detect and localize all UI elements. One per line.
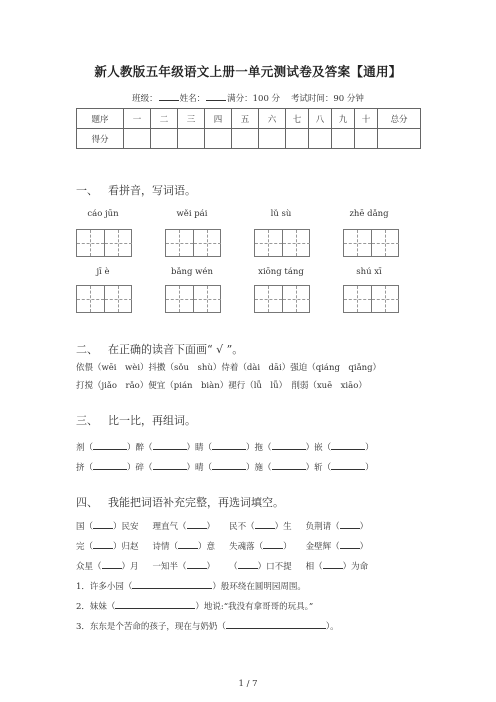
score-label: 得分 [77, 129, 124, 149]
col-9: 九 [332, 109, 355, 129]
answer-blank[interactable] [331, 441, 365, 450]
pronunciation-line-1[interactable]: 依偎（wēi wèi）抖擞（sǒu shù）侍着（dài dāi）强迫（qiáng qiǎng） [76, 363, 382, 373]
score-cell[interactable] [286, 129, 309, 149]
idiom-text: ）口不提 [257, 562, 292, 572]
score-cell[interactable] [205, 129, 232, 149]
score-cell[interactable] [232, 129, 259, 149]
section1-number: 一、 [76, 184, 98, 197]
class-blank[interactable] [159, 93, 179, 101]
compare-text: ）拖（ [246, 443, 272, 453]
idiom-text: ）月 [121, 562, 139, 572]
idiom-text: ） [206, 562, 216, 572]
idiom-blank[interactable] [340, 540, 360, 549]
idiom-blank[interactable] [238, 560, 258, 569]
idiom-text: 一知半（ [152, 562, 187, 572]
answer-blank[interactable] [93, 441, 127, 450]
section4-number: 四、 [76, 496, 98, 509]
answer-blank[interactable] [93, 461, 127, 470]
pinyin-2-4: shú xī [356, 267, 382, 277]
idiom-text: ）意 [198, 542, 216, 552]
page-number: 1 / 7 [238, 679, 258, 689]
col-8: 八 [309, 109, 332, 129]
idiom-text: 诗情（ [152, 542, 179, 552]
idiom-text: ）生 [274, 522, 292, 532]
section4-heading [76, 494, 284, 510]
class-label: 班级： [132, 94, 158, 104]
idiom-blank[interactable] [178, 540, 198, 549]
question-text: ）地说:“我没有拿哥哥的玩具。” [195, 602, 314, 612]
score-cell[interactable] [378, 129, 421, 149]
compare-text: ）碎（ [127, 463, 153, 473]
idiom-blank[interactable] [187, 520, 207, 529]
col-6: 六 [259, 109, 286, 129]
pinyin-1-2: wěi pái [176, 209, 208, 219]
idiom-blank[interactable] [187, 560, 207, 569]
exam-info-line [0, 92, 496, 104]
idiom-text: 理直气（ [152, 522, 187, 532]
col-4: 四 [205, 109, 232, 129]
compare-row-1 [76, 441, 374, 453]
question-text: 2．妹妹（ [76, 602, 116, 612]
idiom-text: ） [206, 522, 216, 532]
writing-grid[interactable] [76, 285, 132, 313]
total-label: 总分 [378, 109, 421, 129]
idiom-row-3 [76, 560, 368, 572]
answer-blank[interactable] [272, 461, 306, 470]
section2-title: 在正确的读音下面画“ √ ”。 [108, 343, 244, 356]
col-3: 三 [178, 109, 205, 129]
compare-text: ） [365, 443, 374, 453]
section1-heading [76, 182, 196, 198]
name-blank[interactable] [206, 93, 226, 101]
fill-question-2 [76, 600, 313, 612]
question-text: ）。 [325, 622, 339, 632]
pinyin-2-1: jī è [96, 267, 110, 277]
writing-grid[interactable] [343, 229, 399, 257]
col-7: 七 [286, 109, 309, 129]
idiom-row-1 [76, 520, 368, 532]
idiom-blank[interactable] [263, 540, 283, 549]
score-cell[interactable] [309, 129, 332, 149]
section3-heading [76, 412, 196, 428]
score-cell[interactable] [259, 129, 286, 149]
pinyin-2-3: xiōng táng [258, 267, 304, 277]
idiom-text: （ [229, 562, 238, 572]
writing-grid[interactable] [254, 229, 310, 257]
idiom-blank[interactable] [255, 520, 275, 529]
answer-blank[interactable] [226, 620, 326, 629]
idiom-blank[interactable] [102, 560, 122, 569]
idiom-text: 负荆请（ [305, 522, 340, 532]
idiom-text: ）为命 [342, 562, 369, 572]
compare-text: ）醉（ [127, 443, 153, 453]
score-cell[interactable] [178, 129, 205, 149]
exam-title: 新人教版五年级语文上册一单元测试卷及答案【通用】 [94, 64, 402, 79]
idiom-text: ） [359, 542, 369, 552]
idiom-text: ）归赵 [113, 542, 139, 552]
pronunciation-line-2[interactable]: 打搅（jiǎo rǎo）便宜（pián biàn）褪行（lǚ lǚ） 削弱（xuē xiāo） [76, 381, 367, 391]
section2-heading [76, 341, 243, 357]
section3-title: 比一比，再组词。 [108, 414, 196, 427]
full-score: 满分：100 分 [227, 94, 281, 104]
compare-text: ）斩（ [305, 463, 332, 473]
compare-text: ）施（ [246, 463, 272, 473]
name-label: 姓名： [179, 94, 206, 104]
writing-grid[interactable] [165, 229, 221, 257]
answer-blank[interactable] [115, 600, 195, 609]
section3-number: 三、 [76, 414, 98, 427]
score-cell[interactable] [332, 129, 355, 149]
compare-text: ） [365, 463, 374, 473]
col-10: 十 [355, 109, 378, 129]
pinyin-2-2: bǎng wén [171, 267, 213, 277]
pinyin-1-4: zhē dǎng [349, 209, 389, 219]
idiom-blank[interactable] [93, 540, 113, 549]
idiom-text: 国（ [76, 522, 94, 532]
section2-number: 二、 [76, 343, 98, 356]
pinyin-1-1: cáo jūn [87, 209, 119, 219]
compare-text: ）睛（ [186, 443, 213, 453]
idiom-text: ） [283, 542, 292, 552]
score-table [76, 108, 421, 149]
score-table-score-row [77, 129, 421, 149]
question-text: 1．许多小园（ [76, 582, 133, 592]
pinyin-1-3: lǔ sù [270, 209, 292, 219]
col-5: 五 [232, 109, 259, 129]
col-1: 一 [124, 109, 151, 129]
writing-grid[interactable] [343, 285, 399, 313]
answer-blank[interactable] [153, 441, 187, 450]
idiom-blank[interactable] [340, 520, 360, 529]
idiom-text: 完（ [76, 542, 94, 552]
compare-text: 剂（ [76, 443, 94, 453]
question-text: ）般环绕在圆明园周围。 [212, 582, 306, 592]
fill-question-3 [76, 620, 339, 632]
idiom-row-2 [76, 540, 368, 552]
answer-blank[interactable] [132, 580, 212, 589]
score-table-header-row [77, 109, 421, 129]
writing-grid[interactable] [165, 285, 221, 313]
exam-time: 考试时间：90 分钟 [290, 94, 364, 104]
question-text: 3．东东是个苦命的孩子，现在与奶奶（ [76, 622, 226, 632]
score-cell[interactable] [124, 129, 151, 149]
idiom-blank[interactable] [93, 520, 113, 529]
section1-title: 看拼音，写词语。 [108, 184, 196, 197]
compare-text: 挤（ [76, 463, 94, 473]
section4-title: 我能把词语补充完整，再选词填空。 [108, 496, 284, 509]
idiom-text: ） [359, 522, 369, 532]
idiom-text: 相（ [305, 562, 323, 572]
answer-blank[interactable] [212, 461, 246, 470]
compare-row-2 [76, 461, 374, 473]
idiom-text: ）民安 [113, 522, 139, 532]
compare-text: ）晴（ [186, 463, 213, 473]
idiom-text: 金壁辉（ [305, 542, 340, 552]
col-2: 二 [151, 109, 178, 129]
idiom-text: 失魂落（ [229, 542, 264, 552]
idiom-text: 众星（ [76, 562, 102, 572]
score-cell[interactable] [355, 129, 378, 149]
writing-grid[interactable] [254, 285, 310, 313]
answer-blank[interactable] [272, 441, 306, 450]
row-header-label: 题序 [77, 109, 124, 129]
compare-text: ）嵌（ [305, 443, 332, 453]
fill-question-1 [76, 580, 306, 592]
answer-blank[interactable] [212, 441, 246, 450]
answer-blank[interactable] [153, 461, 187, 470]
answer-blank[interactable] [331, 461, 365, 470]
score-cell[interactable] [151, 129, 178, 149]
idiom-blank[interactable] [323, 560, 343, 569]
idiom-text: 民不（ [229, 522, 255, 532]
writing-grid[interactable] [76, 229, 132, 257]
